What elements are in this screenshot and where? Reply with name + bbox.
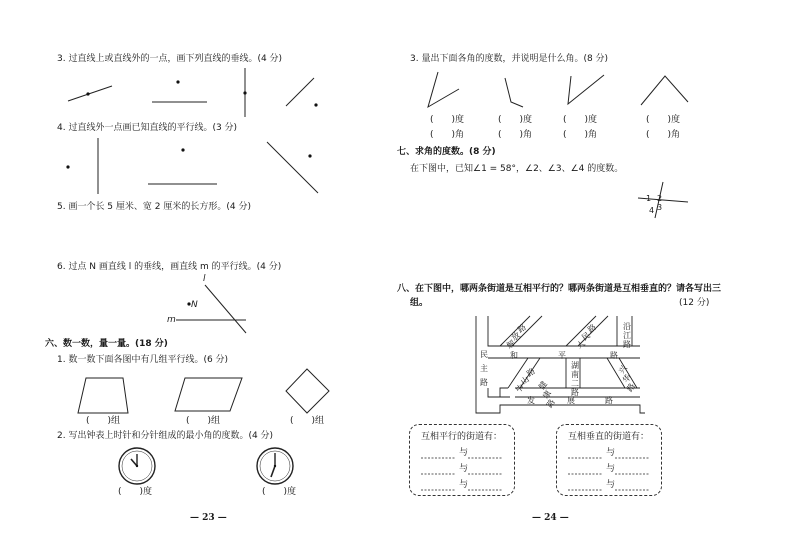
street-minzhu-3: 路 — [480, 378, 488, 387]
street-yanjiang-3: 路 — [623, 340, 631, 349]
page-number-left: — 23 — — [190, 513, 227, 523]
trapezoid-answer: ( )组 — [86, 416, 121, 426]
parallel-box-title: 互相平行的街道有： — [421, 432, 503, 442]
street-zhongshan-3: 路 — [525, 366, 537, 379]
street-heping-2: 平 — [558, 351, 566, 360]
street-jiankang-3: 路 — [545, 397, 557, 410]
street-jiefang-2: 放 — [510, 330, 522, 343]
q6-figure — [176, 285, 246, 333]
clock-1 — [119, 448, 155, 484]
angle-num-2: 2 — [657, 194, 663, 203]
q3-figures — [68, 68, 318, 117]
parallelogram-answer: ( )组 — [186, 416, 221, 426]
rhombus-shape — [286, 369, 329, 413]
angle-num-4: 4 — [649, 206, 655, 215]
page-number-right: — 24 — — [532, 513, 569, 523]
street-xinghua-1: 兴 — [617, 363, 629, 376]
label-n: N — [191, 300, 198, 310]
angle-fig-2 — [505, 78, 523, 107]
street-map — [476, 316, 645, 413]
angle-fig-4 — [641, 76, 688, 105]
q6-1-title: 1. 数一数下面各图中有几组平行线。(6 分) — [57, 355, 229, 365]
street-hunan-2: 南 — [571, 370, 579, 379]
trapezoid-shape — [78, 378, 128, 413]
clock1-answer: ( )度 — [118, 487, 153, 497]
street-xinghua-3: 路 — [625, 381, 637, 394]
street-minzhu-2: 主 — [480, 364, 488, 373]
parallel-line-3-char: 与 — [459, 480, 469, 490]
street-yanjiang-1: 沿 — [623, 322, 631, 331]
street-zhongshan-1: 中 — [514, 382, 526, 395]
parallelogram-shape — [175, 378, 242, 411]
street-fazhan-2: 展 — [567, 396, 575, 405]
street-jiefang-1: 解 — [505, 338, 517, 351]
street-minzhu-1: 民 — [480, 350, 488, 359]
section8-title-1: 八、在下图中，哪两条街道是互相平行的？哪两条街道是互相垂直的？请各写出三 — [397, 284, 722, 294]
street-xinghua-2: 华 — [621, 372, 633, 385]
parallel-line-2-char: 与 — [459, 464, 469, 474]
rhombus-answer: ( )组 — [290, 416, 325, 426]
angle-label-1: ( )角 — [430, 130, 465, 140]
section7-desc: 在下图中，已知∠1 = 58°，∠2、∠3、∠4 的度数。 — [410, 164, 624, 174]
q3-title: 3. 过直线上或直线外的一点，画下列直线的垂线。(4 分) — [57, 54, 283, 64]
perpendicular-line-1-char: 与 — [606, 448, 616, 458]
deg-label-4: ( )度 — [646, 115, 681, 125]
q4-figures — [66, 138, 318, 194]
r-q3-title: 3. 量出下面各角的度数，并说明是什么角。(8 分) — [410, 54, 609, 64]
street-yanjiang-2: 江 — [623, 331, 631, 340]
deg-label-2: ( )度 — [498, 115, 533, 125]
section8-title-2: 组。 — [410, 298, 429, 308]
street-jiefang-3: 路 — [516, 322, 528, 335]
street-jiankang-1: 健 — [537, 379, 549, 392]
answer-blanks — [421, 458, 650, 490]
angle-fig-1 — [428, 72, 459, 107]
angle-label-2: ( )角 — [498, 130, 533, 140]
street-heping-1: 和 — [510, 351, 518, 360]
street-renmin-2: 民 — [580, 330, 592, 343]
street-fazhan-1: 发 — [527, 396, 535, 405]
perpendicular-line-3-char: 与 — [606, 480, 616, 490]
q4-title: 4. 过直线外一点画已知直线的平行线。(3 分) — [57, 123, 238, 133]
q6-title: 6. 过点 N 画直线 l 的垂线，画直线 m 的平行线。(4 分) — [57, 262, 282, 272]
street-jiankang-2: 康 — [541, 388, 553, 401]
street-hunan-4: 路 — [571, 388, 579, 397]
angle-label-4: ( )角 — [646, 130, 681, 140]
perpendicular-box-title: 互相垂直的街道有： — [568, 432, 650, 442]
angle-num-1: 1 — [646, 194, 652, 203]
street-fazhan-3: 路 — [605, 396, 613, 405]
section6-title: 六、数一数，量一量。(18 分) — [45, 339, 168, 349]
label-m: m — [167, 315, 176, 325]
street-renmin-1: 人 — [575, 338, 587, 351]
label-l: l — [203, 274, 206, 284]
section7-title: 七、求角的度数。(8 分) — [397, 147, 496, 157]
parallel-line-1-char: 与 — [459, 448, 469, 458]
street-hunan-3: 二 — [571, 379, 579, 388]
angle-fig-3 — [568, 75, 604, 104]
street-renmin-3: 路 — [586, 322, 598, 335]
section8-points: (12 分) — [679, 298, 710, 308]
deg-label-3: ( )度 — [563, 115, 598, 125]
angle-intersection-figure — [625, 182, 688, 218]
angle-label-3: ( )角 — [563, 130, 598, 140]
street-heping-3: 路 — [610, 351, 618, 360]
street-zhongshan-2: 山 — [519, 374, 531, 387]
q5-title: 5. 画一个长 5 厘米、宽 2 厘米的长方形。(4 分) — [57, 202, 251, 212]
deg-label-1: ( )度 — [430, 115, 465, 125]
clock-2 — [257, 448, 293, 484]
q6-2-title: 2. 写出钟表上时针和分针组成的最小角的度数。(4 分) — [57, 431, 274, 441]
perpendicular-line-2-char: 与 — [606, 464, 616, 474]
street-hunan-1: 湖 — [571, 361, 579, 370]
angle-num-3: 3 — [657, 203, 663, 212]
clock2-answer: ( )度 — [262, 487, 297, 497]
